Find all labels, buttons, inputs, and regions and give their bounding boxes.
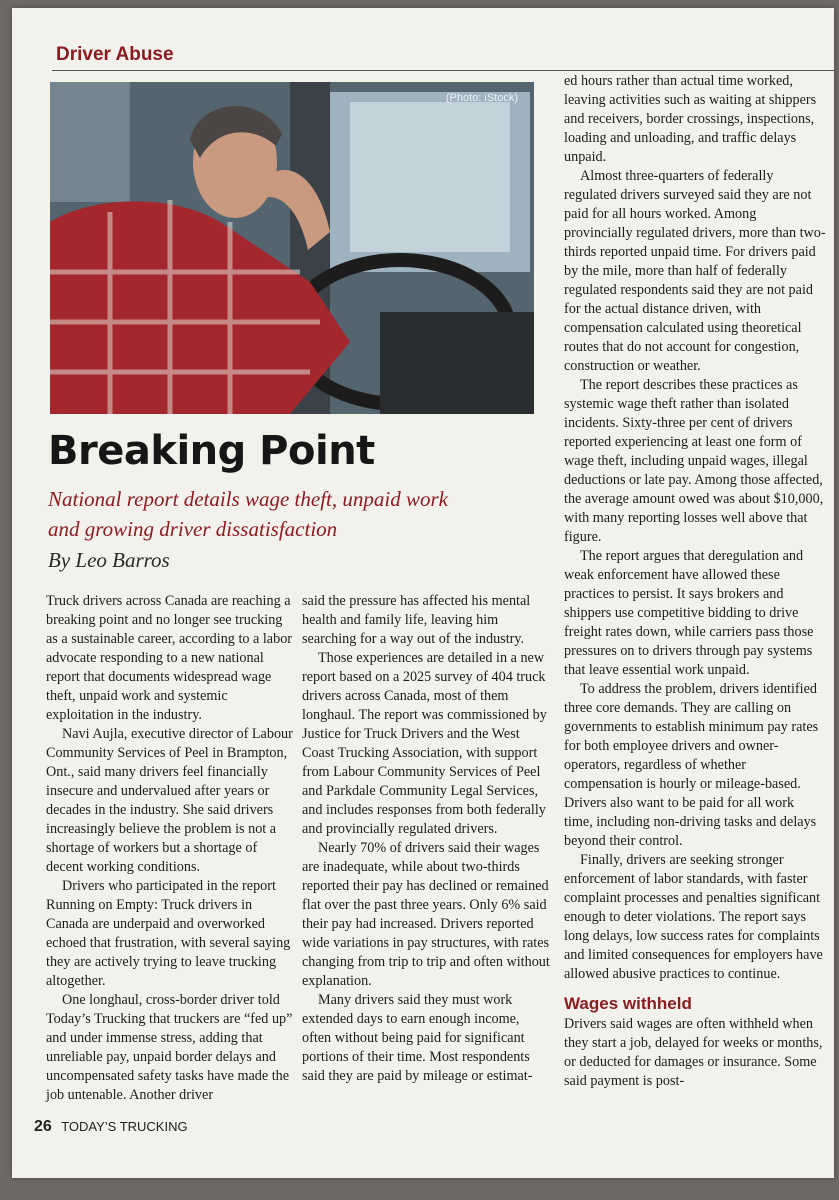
paragraph: Drivers who participated in the report Running on Empty: Truck drivers in Canada are underpaid and overworked echoed that frustration, with several saying they are actively trying to leave trucking altogether. xyxy=(46,878,291,989)
text-column-3 xyxy=(564,72,826,1091)
paragraph: Drivers said wages are often withheld when they start a job, delayed for weeks or months, or deducted for damages or insurance. Some said payment is post- xyxy=(564,1016,823,1089)
paragraph: The report describes these practices as systemic wage theft rather than isolated incidents. Sixty-three per cent of drivers reported experiencing at least one form of wage theft, including unpaid wages, illegal deductions or late pay. Among those affected, the average amount owed was about $10,000, with many reporting losses well above that figure. xyxy=(564,377,824,545)
article-deck: National report details wage theft, unpaid work and growing driver dissatisfaction xyxy=(48,487,448,541)
paragraph: One longhaul, cross-border driver told Today’s Trucking that truckers are “fed up” and under immense stress, adding that unreliable pay, unpaid border delays and uncompensated safety tasks have made the job untenable. Another driver xyxy=(46,992,293,1103)
truck-driver-illustration xyxy=(50,82,534,414)
paragraph: Many drivers said they must work extended days to earn enough income, often without being paid for significant portions of their time. Most respondents said they are paid by mileage or estimat- xyxy=(302,992,533,1084)
paragraph: Nearly 70% of drivers said their wages are inadequate, while about two-thirds reported their pay has declined or remained flat over the past three years. Only 6% said their pay had increased. Drivers reported wide variations in pay structures, with rates changing from trip to trip and often without explanation. xyxy=(302,840,550,989)
paragraph: ed hours rather than actual time worked, leaving activities such as waiting at shippers and receivers, border crossings, inspections, loading and unloading, and traffic delays unpaid. xyxy=(564,73,817,165)
page-number: 26 xyxy=(34,1118,52,1135)
paragraph: said the pressure has affected his mental health and family life, leaving him searching for a way out of the industry. xyxy=(302,593,531,647)
text-column-1 xyxy=(46,592,296,1105)
paragraph: Almost three-quarters of federally regulated drivers surveyed said they are not paid for all hours worked. Among provincially regulated drivers, more than two-thirds reported unpaid time. For drivers paid by the mile, more than half of federally regulated respondents said they are not paid for the actual distance driven, with compensation calculated using theoretical routes that do not account for congestion, construction or weather. xyxy=(564,168,826,374)
byline: By Leo Barros xyxy=(48,548,170,572)
magazine-page xyxy=(12,8,834,1178)
paragraph: To address the problem, drivers identified three core demands. They are calling on governments to establish minimum pay rates for both employee drivers and owner-operators, regardless of whether compensation is hourly or mileage-based. Drivers also want to be paid for all work time, including non-driving tasks and delays beyond their control. xyxy=(564,681,819,849)
paragraph: The report argues that deregulation and weak enforcement have allowed these practices to persist. It says brokers and shippers use competitive bidding to drive freight rates down, while carriers pass those pressures on to drivers through pay systems that leave essential work unpaid. xyxy=(564,548,814,678)
magazine-name: TODAY’S TRUCKING xyxy=(61,1119,188,1134)
section-label: Driver Abuse xyxy=(56,44,174,65)
photo-credit: (Photo: iStock) xyxy=(445,92,518,104)
paragraph: Finally, drivers are seeking stronger enforcement of labor standards, with faster complaint processes and penalties significant enough to deter violations. The report says long delays, low success rates for complaints and limited consequences for employers have allowed abusive practices to continue. xyxy=(564,852,823,982)
page-folio xyxy=(34,1118,188,1136)
paragraph: Truck drivers across Canada are reaching a breaking point and no longer see trucking as a sustainable career, according to a labor advocate responding to a new national report that documents widespread wage theft, unpaid work and systemic exploitation in the industry. xyxy=(46,593,293,723)
text-column-2 xyxy=(302,592,552,1086)
article-headline: Breaking Point xyxy=(48,428,375,474)
paragraph: Those experiences are detailed in a new report based on a 2025 survey of 404 truck drivers across Canada, most of them longhaul. The report was commissioned by Justice for Truck Drivers and the West Coast Trucking Association, with support from Labour Community Services of Peel and Parkdale Community Legal Services, and includes responses from both federally and provincially regulated drivers. xyxy=(302,650,547,837)
article-photo xyxy=(50,82,534,414)
top-rule xyxy=(52,70,834,71)
paragraph: Navi Aujla, executive director of Labour Community Services of Peel in Brampton, Ont., said many drivers feel financially insecure and undervalued after years or decades in the industry. She said drivers increasingly believe the problem is not a shortage of workers but a shortage of decent working conditions. xyxy=(46,726,293,875)
subhead: Wages withheld xyxy=(564,994,692,1013)
